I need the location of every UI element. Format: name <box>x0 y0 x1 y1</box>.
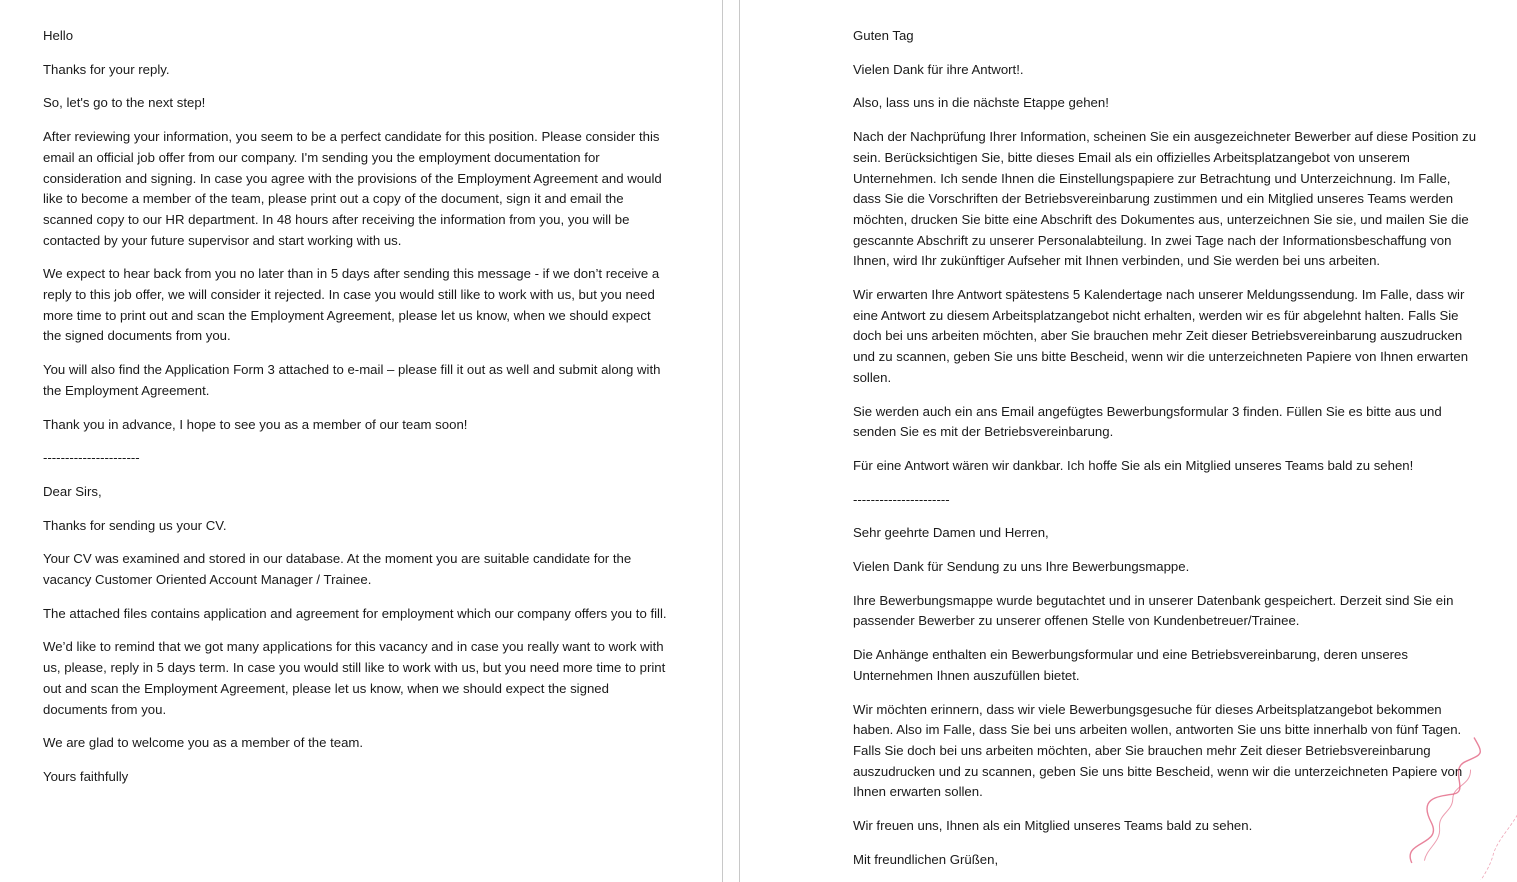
separator-line: ---------------------- <box>43 450 140 466</box>
paragraph: We are glad to welcome you as a member of the team. <box>43 735 364 751</box>
paragraph: Vielen Dank für Sendung zu uns Ihre Bewerbungsmappe. <box>853 559 1190 575</box>
page-divider <box>722 0 723 882</box>
paragraph: Ihre Bewerbungsmappe wurde begutachtet und in unserer Datenbank gespeichert. Derzeit sind Sie ein passender Bewerber zu unserer offenen Stelle von Kundenbetreuer/Trainee. <box>853 592 1454 629</box>
paragraph: Wir möchten erinnern, dass wir viele Bewerbungsgesuche für dieses Arbeitsplatzangebot bekommen haben. Also im Falle, dass Sie bei uns arbeiten wollen, antworten Sie uns bitte innerhalb von fünf Tagen. Falls Sie doch bei uns arbeiten möchten, aber Sie brauchen mehr Zeit dieser Betriebsvereinbarung auszudrucken und zu scannen, geben Sie uns bitte Bescheid, wenn wir die unterzeichneten Papiere von Ihnen erwarten sollen. <box>853 701 1463 800</box>
paragraph: Thank you in advance, I hope to see you as a member of our team soon! <box>43 416 468 432</box>
english-document-page <box>0 0 722 882</box>
paragraph: Wir erwarten Ihre Antwort spätestens 5 Kalendertage nach unserer Meldungssendung. Im Falle, dass wir eine Antwort zu diesem Arbeitsplatzangebot nicht erhalten, werden wir es für abgelehnt halten. Falls Sie doch bei uns arbeiten möchten, aber Sie brauchen mehr Zeit dieser Betriebsvereinbarung auszudrucken und zu scannen, geben Sie uns bitte Bescheid, wenn wir die unterzeichneten Papiere von Ihnen erwarten sollen. <box>853 287 1469 385</box>
german-document-page <box>740 0 1517 882</box>
paragraph: The attached files contains application and agreement for employment which our company offers you to fill. <box>43 605 667 621</box>
separator-line: ---------------------- <box>853 491 950 507</box>
paragraph: So, let's go to the next step! <box>43 95 206 111</box>
greeting: Hello <box>43 28 74 43</box>
paragraph: We expect to hear back from you no later than in 5 days after sending this message - if we don’t receive a reply to this job offer, we will consider it rejected. In case you would still like to work with us, but you need more time to print out and scan the Employment Agreement, please let us know, when we should expect the signed documents from you. <box>43 266 660 344</box>
paragraph: After reviewing your information, you seem to be a perfect candidate for this position. Please consider this email an official job offer from our company. I'm sending you the employment documentation for consideration and signing. In case you agree with the provisions of the Employment Agreement and would like to become a member of the team, please print out a copy of the document, sign it and email the scanned copy to our HR department. In 48 hours after receiving the information from you, you will be contacted by your future supervisor and start working with us. <box>43 129 662 248</box>
paragraph: We’d like to remind that we got many applications for this vacancy and in case you really want to work with us, please, reply in 5 days term. In case you would still like to work with us, but you need more time to print out and scan the Employment Agreement, please let us know, when we should expect the signed documents from you. <box>43 639 666 717</box>
paragraph: Die Anhänge enthalten ein Bewerbungsformular und eine Betriebsvereinbarung, deren unseres Unternehmen Ihnen auszufüllen bietet. <box>853 647 1408 683</box>
page-gap <box>722 0 740 882</box>
closing: Yours faithfully <box>43 768 129 784</box>
closing: Mit freundlichen Grüßen, <box>853 851 999 867</box>
paragraph: You will also find the Application Form 3 attached to e-mail – please fill it out as well and submit along with the Employment Agreement. <box>43 362 661 398</box>
paragraph: Your CV was examined and stored in our database. At the moment you are suitable candidate for the vacancy Customer Oriented Account Manager / Trainee. <box>43 551 632 588</box>
paragraph: Wir freuen uns, Ihnen als ein Mitglied unseres Teams bald zu sehen. <box>853 818 1253 834</box>
german-letter-text <box>853 26 1481 882</box>
paragraph: Sie werden auch ein ans Email angefügtes Bewerbungsformular 3 finden. Füllen Sie es bitte aus und senden Sie es mit der Betriebsvereinbarung. <box>853 403 1442 440</box>
paragraph: Thanks for sending us your CV. <box>43 517 227 533</box>
paragraph: Vielen Dank für ihre Antwort!. <box>853 61 1024 77</box>
paragraph: Also, lass uns in die nächste Etappe gehen! <box>853 95 1109 111</box>
greeting: Guten Tag <box>853 28 914 43</box>
english-letter-text <box>43 26 671 801</box>
salutation: Sehr geehrte Damen und Herren, <box>853 525 1049 541</box>
paragraph: Thanks for your reply. <box>43 61 170 77</box>
paragraph: Nach der Nachprüfung Ihrer Information, scheinen Sie ein ausgezeichneter Bewerber auf diese Position zu sein. Berücksichtigen Sie, bitte dieses Email als ein offizielles Arbeitsplatzangebot von unserem Unternehmen. Ich sende Ihnen die Einstellungspapiere zur Betrachtung und Unterzeichnung. Im Falle, dass Sie die Vorschriften der Betriebsvereinbarung zustimmen und ein Mitglied unseres Teams werden möchten, drucken Sie bitte eine Abschrift des Dokumentes aus, unterzeichnen Sie sie, und mailen Sie die gescannte Abschrift zu unserer Personalabteilung. In zwei Tage nach der Informationsbeschaffung von Ihnen, wird Ihr zukünftiger Aufseher mit Ihnen verbinden, und Sie werden bei uns arbeiten. <box>853 129 1477 269</box>
salutation: Dear Sirs, <box>43 483 102 499</box>
paragraph: Für eine Antwort wären wir dankbar. Ich hoffe Sie als ein Mitglied unseres Teams bald zu sehen! <box>853 457 1414 473</box>
